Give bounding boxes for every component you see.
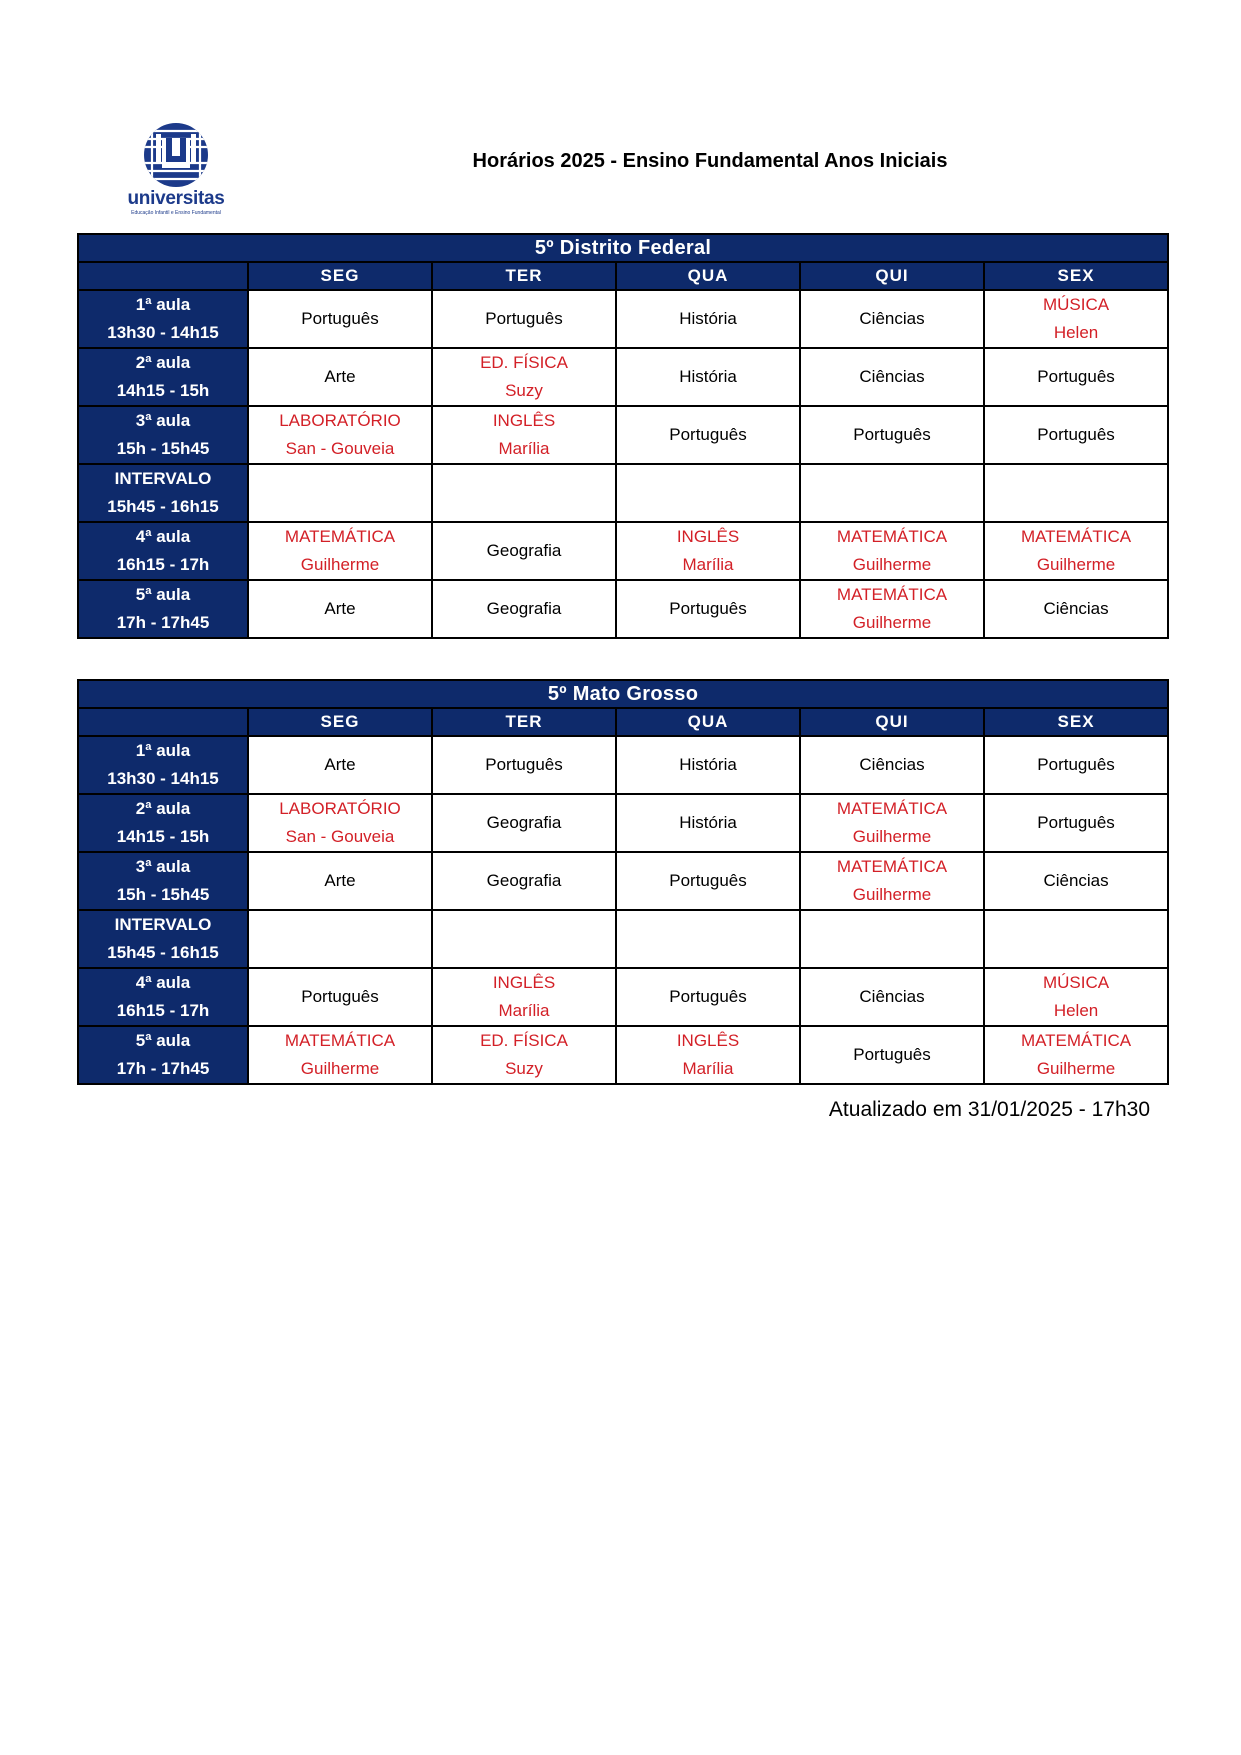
schedule-cell (984, 290, 1168, 348)
schedule-cell (432, 968, 616, 1026)
teacher-name: Guilherme (852, 885, 932, 904)
subject-name: INGLÊS (676, 1031, 740, 1050)
period-label: INTERVALO (114, 915, 212, 934)
day-header: SEG (248, 708, 432, 736)
globe-logo-icon (140, 122, 212, 188)
schedule-cell (984, 736, 1168, 794)
subject-name: Geografia (486, 541, 562, 560)
schedule-cell (248, 464, 432, 522)
day-header: TER (432, 708, 616, 736)
schedule-cell (984, 406, 1168, 464)
subject-name: Português (301, 309, 379, 328)
table-row (78, 406, 1168, 464)
period-header (78, 406, 248, 464)
period-label: 3ª aula (135, 857, 191, 876)
table-row (78, 736, 1168, 794)
subject-name: História (679, 367, 737, 386)
schedule-cell (800, 290, 984, 348)
period-header (78, 794, 248, 852)
schedule-cell (984, 1026, 1168, 1084)
subject-name: INGLÊS (492, 973, 556, 992)
schedule-cell (432, 348, 616, 406)
schedule-cell (800, 406, 984, 464)
period-header (78, 1026, 248, 1084)
teacher-name: Helen (1053, 323, 1099, 342)
schedule-cell (800, 348, 984, 406)
schedule-cell (984, 522, 1168, 580)
teacher-name: Guilherme (1036, 555, 1116, 574)
table-row (78, 290, 1168, 348)
schedule-cell (432, 406, 616, 464)
period-header (78, 580, 248, 638)
subject-name: MÚSICA (1042, 973, 1110, 992)
period-time: 15h - 15h45 (116, 885, 210, 904)
schedule-cell (616, 794, 800, 852)
schedule-cell (248, 1026, 432, 1084)
logo-wordmark: universitas (127, 188, 225, 209)
schedule-cell (432, 1026, 616, 1084)
table-row (78, 794, 1168, 852)
teacher-name: San - Gouveia (285, 827, 395, 846)
schedule-cell (616, 968, 800, 1026)
schedule-cell (984, 580, 1168, 638)
teacher-name: Helen (1053, 1001, 1099, 1020)
schedule-cell (616, 290, 800, 348)
schedule-cell (800, 1026, 984, 1084)
period-header (78, 464, 248, 522)
subject-name: Português (853, 425, 931, 444)
period-time: 14h15 - 15h (116, 827, 210, 846)
subject-name: INGLÊS (676, 527, 740, 546)
schedule-cell (616, 522, 800, 580)
schedule-cell (248, 968, 432, 1026)
teacher-name: Marília (498, 1001, 550, 1020)
updated-timestamp: Atualizado em 31/01/2025 - 17h30 (828, 1098, 1150, 1121)
schedule-cell (616, 1026, 800, 1084)
schedule-cell (248, 290, 432, 348)
subject-name: Geografia (486, 813, 562, 832)
schedule-cell (800, 464, 984, 522)
schedule-cell (800, 522, 984, 580)
schedule-cell (984, 852, 1168, 910)
day-header: QUA (616, 708, 800, 736)
teacher-name: Marília (682, 555, 734, 574)
day-header: SEG (248, 262, 432, 290)
subject-name: Ciências (859, 367, 925, 386)
subject-name: MATEMÁTICA (836, 857, 948, 876)
subject-name: Português (1037, 425, 1115, 444)
subject-name: MATEMÁTICA (1020, 527, 1132, 546)
schedule-cell (800, 794, 984, 852)
schedule-cell (616, 580, 800, 638)
schedule-cell (432, 464, 616, 522)
schedule-cell (432, 580, 616, 638)
period-time: 16h15 - 17h (116, 1001, 210, 1020)
table-row (78, 348, 1168, 406)
schedule-cell (432, 522, 616, 580)
weekday-header-row (78, 708, 1168, 736)
table-row (78, 580, 1168, 638)
day-header: TER (432, 262, 616, 290)
subject-name: Português (485, 755, 563, 774)
universitas-logo (118, 122, 234, 217)
schedule-cell (984, 968, 1168, 1026)
day-header: QUA (616, 262, 800, 290)
period-time: 15h45 - 16h15 (107, 497, 219, 516)
teacher-name: Guilherme (300, 555, 380, 574)
period-header (78, 290, 248, 348)
subject-name: MATEMÁTICA (1020, 1031, 1132, 1050)
subject-name: INGLÊS (492, 411, 556, 430)
period-label: INTERVALO (114, 469, 212, 488)
logo-tagline: Educação Infantil e Ensino Fundamental (131, 210, 221, 216)
teacher-name: Guilherme (852, 827, 932, 846)
subject-name: Ciências (1043, 871, 1109, 890)
schedule-cell (432, 290, 616, 348)
schedule-cell (248, 736, 432, 794)
subject-name: Ciências (1043, 599, 1109, 618)
subject-name: Arte (324, 755, 356, 774)
subject-name: Arte (324, 871, 356, 890)
subject-name: História (679, 309, 737, 328)
subject-name: Arte (324, 599, 356, 618)
subject-name: Arte (324, 367, 356, 386)
teacher-name: Guilherme (852, 613, 932, 632)
day-header: SEX (984, 262, 1168, 290)
table-row (78, 522, 1168, 580)
period-label: 4ª aula (135, 527, 191, 546)
table-row (78, 1026, 1168, 1084)
period-label: 2ª aula (135, 353, 191, 372)
period-header (78, 736, 248, 794)
table-title: 5º Mato Grosso (78, 680, 1168, 708)
schedule-cell (800, 852, 984, 910)
subject-name: MATEMÁTICA (284, 1031, 396, 1050)
period-label: 1ª aula (135, 295, 191, 314)
day-header: QUI (800, 262, 984, 290)
subject-name: Português (669, 871, 747, 890)
subject-name: MATEMÁTICA (836, 527, 948, 546)
subject-name: Português (301, 987, 379, 1006)
schedule-cell (616, 406, 800, 464)
teacher-name: San - Gouveia (285, 439, 395, 458)
period-label: 5ª aula (135, 585, 191, 604)
schedule-cell (616, 852, 800, 910)
subject-name: Geografia (486, 599, 562, 618)
period-label: 3ª aula (135, 411, 191, 430)
subject-name: Ciências (859, 309, 925, 328)
table-row (78, 852, 1168, 910)
subject-name: Ciências (859, 755, 925, 774)
corner-cell (78, 708, 248, 736)
schedule-cell (984, 348, 1168, 406)
subject-name: ED. FÍSICA (480, 353, 568, 372)
schedule-cell (248, 522, 432, 580)
subject-name: Português (669, 599, 747, 618)
teacher-name: Guilherme (1036, 1059, 1116, 1078)
subject-name: Geografia (486, 871, 562, 890)
table-row (78, 968, 1168, 1026)
subject-name: Português (669, 987, 747, 1006)
table-row (78, 910, 1168, 968)
subject-name: Português (1037, 813, 1115, 832)
schedule-cell (984, 910, 1168, 968)
day-header: SEX (984, 708, 1168, 736)
teacher-name: Guilherme (300, 1059, 380, 1078)
subject-name: ED. FÍSICA (480, 1031, 568, 1050)
weekday-header-row (78, 262, 1168, 290)
schedule-cell (248, 794, 432, 852)
schedule-cell (248, 910, 432, 968)
table-row (78, 464, 1168, 522)
period-time: 13h30 - 14h15 (107, 769, 219, 788)
period-time: 17h - 17h45 (116, 613, 210, 632)
schedule-cell (616, 736, 800, 794)
period-time: 16h15 - 17h (116, 555, 210, 574)
period-header (78, 522, 248, 580)
schedule-cell (800, 736, 984, 794)
period-header (78, 348, 248, 406)
period-label: 5ª aula (135, 1031, 191, 1050)
subject-name: Português (485, 309, 563, 328)
page-title: Horários 2025 - Ensino Fundamental Anos Iniciais (472, 150, 948, 172)
schedule-cell (248, 406, 432, 464)
schedule-cell (616, 348, 800, 406)
subject-name: MÚSICA (1042, 295, 1110, 314)
schedule-cell (432, 852, 616, 910)
period-time: 15h45 - 16h15 (107, 943, 219, 962)
subject-name: LABORATÓRIO (279, 799, 401, 818)
subject-name: LABORATÓRIO (279, 411, 401, 430)
day-header: QUI (800, 708, 984, 736)
schedule-cell (800, 968, 984, 1026)
subject-name: Português (669, 425, 747, 444)
schedule-table-distrito-federal (77, 233, 1169, 639)
schedule-cell (616, 910, 800, 968)
teacher-name: Suzy (505, 381, 543, 400)
table-title-row (78, 680, 1168, 708)
schedule-cell (800, 580, 984, 638)
period-label: 4ª aula (135, 973, 191, 992)
subject-name: Português (1037, 367, 1115, 386)
subject-name: MATEMÁTICA (836, 799, 948, 818)
schedule-cell (984, 794, 1168, 852)
table-title-row (78, 234, 1168, 262)
period-label: 2ª aula (135, 799, 191, 818)
subject-name: Português (853, 1045, 931, 1064)
schedule-cell (248, 852, 432, 910)
schedule-cell (432, 910, 616, 968)
period-header (78, 852, 248, 910)
teacher-name: Guilherme (852, 555, 932, 574)
period-header (78, 910, 248, 968)
schedule-cell (248, 580, 432, 638)
subject-name: MATEMÁTICA (284, 527, 396, 546)
corner-cell (78, 262, 248, 290)
period-time: 13h30 - 14h15 (107, 323, 219, 342)
period-label: 1ª aula (135, 741, 191, 760)
schedule-cell (248, 348, 432, 406)
teacher-name: Suzy (505, 1059, 543, 1078)
schedule-cell (616, 464, 800, 522)
period-header (78, 968, 248, 1026)
schedule-cell (800, 910, 984, 968)
subject-name: História (679, 813, 737, 832)
period-time: 17h - 17h45 (116, 1059, 210, 1078)
subject-name: MATEMÁTICA (836, 585, 948, 604)
schedule-table-mato-grosso (77, 679, 1169, 1085)
subject-name: Português (1037, 755, 1115, 774)
subject-name: História (679, 755, 737, 774)
schedule-cell (432, 736, 616, 794)
table-title: 5º Distrito Federal (78, 234, 1168, 262)
teacher-name: Marília (682, 1059, 734, 1078)
subject-name: Ciências (859, 987, 925, 1006)
teacher-name: Marília (498, 439, 550, 458)
schedule-cell (432, 794, 616, 852)
schedule-cell (984, 464, 1168, 522)
period-time: 15h - 15h45 (116, 439, 210, 458)
period-time: 14h15 - 15h (116, 381, 210, 400)
